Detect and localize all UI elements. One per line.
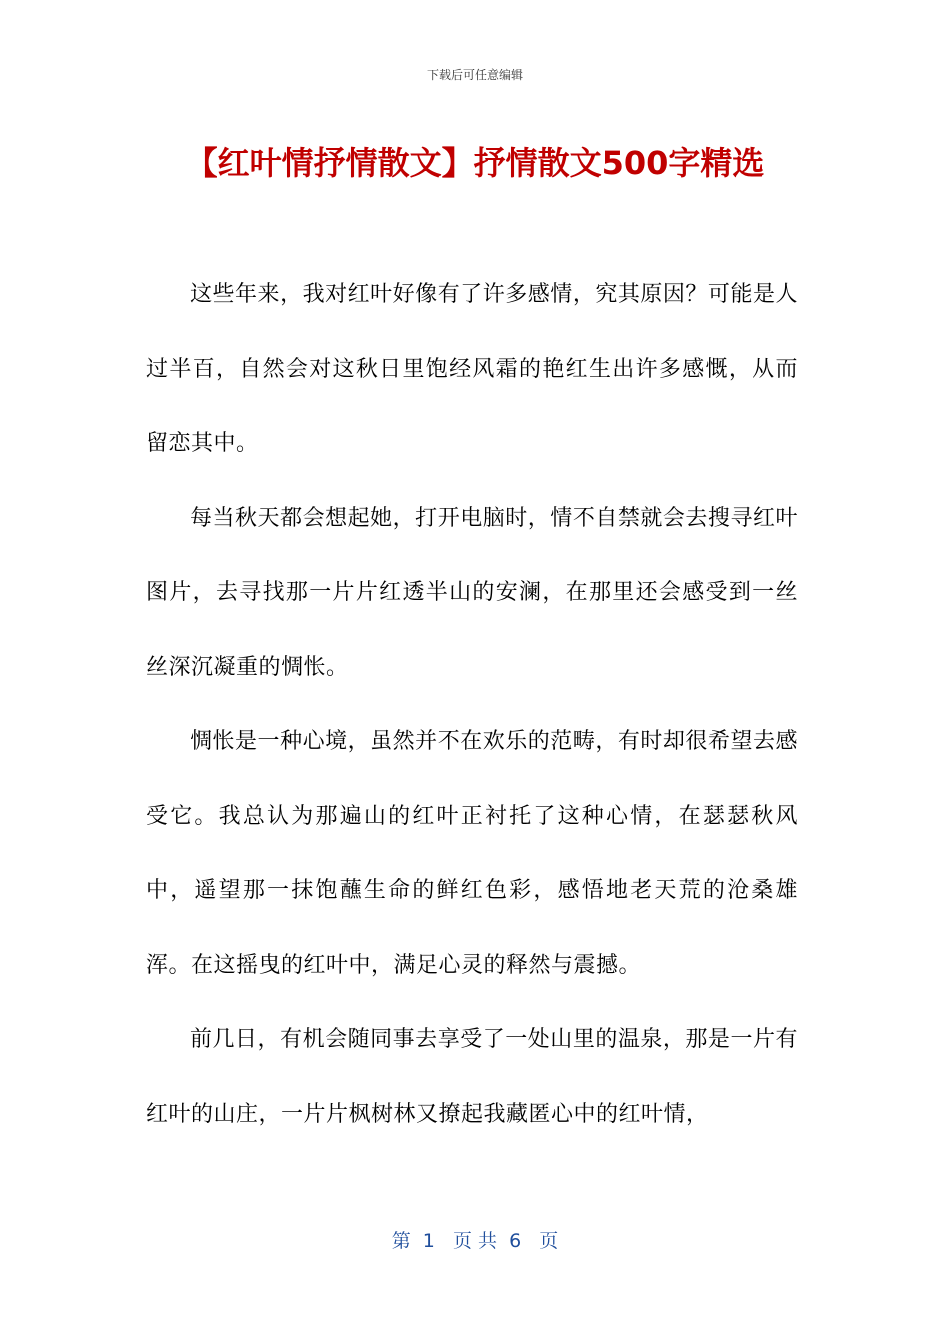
paragraph: 惆怅是一种心境，虽然并不在欢乐的范畴，有时却很希望去感受它。我总认为那遍山的红叶正衬托了这种心情，在瑟瑟秋风中，遥望那一抹饱蘸生命的鲜红色彩，感悟地老天荒的沧桑雄浑。在这摇曳的红叶中，满足心灵的释然与震撼。 [146,729,798,978]
paragraph: 每当秋天都会想起她，打开电脑时，情不自禁就会去搜寻红叶图片，去寻找那一片片红透半山的安澜，在那里还会感受到一丝丝深沉凝重的惆怅。 [146,505,798,680]
paragraph: 这些年来，我对红叶好像有了许多感情，究其原因？可能是人过半百，自然会对这秋日里饱经风霜的艳红生出许多感慨，从而留恋其中。 [146,282,798,456]
paragraph: 前几日，有机会随同事去享受了一处山里的温泉，那是一片有红叶的山庄，一片片枫树林又撩起我藏匿心中的红叶情， [146,1027,798,1127]
document-title: 【红叶情抒情散文】抒情散文500字精选 [185,144,765,182]
page-number-footer: 第 1 页 共 6 页 [391,1230,559,1252]
document-body [146,258,798,1152]
header-note: 下载后可任意编辑 [426,68,523,82]
